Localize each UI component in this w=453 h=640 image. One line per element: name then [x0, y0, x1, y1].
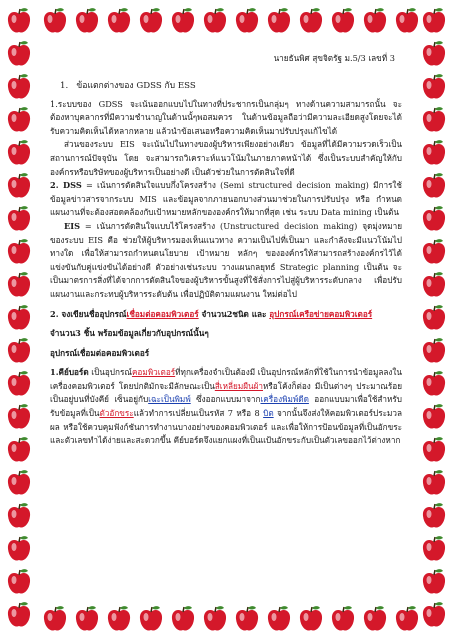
red-apple-icon — [200, 6, 230, 36]
question-1-number: 1. — [60, 81, 69, 91]
red-apple-icon — [4, 171, 34, 201]
red-apple-icon — [4, 138, 34, 168]
red-apple-icon — [296, 604, 326, 634]
red-apple-icon — [392, 604, 422, 634]
typewriter-link[interactable]: เครื่องพิมพ์ดีด — [260, 394, 309, 405]
red-apple-icon — [136, 604, 166, 634]
bit-link[interactable]: บิต — [263, 408, 274, 419]
red-apple-icon — [4, 600, 34, 630]
red-apple-icon — [4, 435, 34, 465]
red-apple-icon — [4, 534, 34, 564]
red-apple-icon — [4, 402, 34, 432]
red-apple-icon — [264, 604, 294, 634]
question-2-line2: จำนวน3 ชิ้น พร้อมข้อมูลเกี่ยวกับอุปกรณ์นั้นๆ — [50, 328, 209, 339]
gdss-paragraph: 1.ระบบของ GDSS จะเน้นออกแบบไปในทางที่ประชากรเป็นกลุ่มๆ ทางด้านความสามารถนั้น จะต้องหาบุคลากรที่มีความชำนาญในด้านนั้ๆพอสมควร ในด้านข้อมูลถือว่ามีความละเอียดสูงโดยจะได้รับความคิดเห็นได้หลากหลาย แล้วนำข้อเสนอหรือความคิดเห็นมาปรับปรุงแก้ไขได้ — [50, 98, 402, 136]
red-apple-icon — [4, 204, 34, 234]
red-apple-icon — [419, 303, 449, 333]
red-apple-icon — [360, 6, 390, 36]
red-apple-icon — [4, 237, 34, 267]
red-apple-icon — [296, 6, 326, 36]
red-apple-icon — [264, 6, 294, 36]
red-apple-icon — [4, 303, 34, 333]
red-apple-icon — [419, 6, 449, 36]
red-apple-icon — [4, 39, 34, 69]
red-apple-icon — [419, 468, 449, 498]
question-2-title: 2. จงเขียนชื่ออุปกรณ์เชื่อมต่อคอมพิวเตอร์ จำนวน2ชนิด และ อุปกรณ์เครือข่ายคอมพิวเตอร์ — [50, 308, 373, 319]
red-apple-icon — [392, 6, 422, 36]
author-line: นายธันพิศ สุขจิตรัฐ ม.5/3 เลขที่ 3 — [273, 53, 395, 63]
red-apple-icon — [4, 468, 34, 498]
red-apple-icon — [419, 336, 449, 366]
red-apple-icon — [419, 72, 449, 102]
red-apple-icon — [419, 105, 449, 135]
red-apple-icon — [419, 171, 449, 201]
eis-label: EIS — [64, 220, 80, 231]
red-apple-icon — [419, 435, 449, 465]
question-1-title — [60, 80, 402, 94]
rectangle-link[interactable]: สี่เหลี่ยมผืนผ้า — [214, 380, 264, 391]
red-apple-icon — [104, 6, 134, 36]
red-apple-icon — [40, 6, 70, 36]
typing-link[interactable]: เฉะเป็นพิมพ์ — [148, 394, 191, 405]
red-apple-icon — [4, 336, 34, 366]
red-apple-icon — [104, 604, 134, 634]
red-apple-icon — [419, 534, 449, 564]
red-apple-icon — [232, 604, 262, 634]
document-body — [50, 52, 402, 448]
red-apple-icon — [419, 39, 449, 69]
red-apple-icon — [72, 6, 102, 36]
red-apple-icon — [419, 402, 449, 432]
eis-text: = เน้นการตัดสินใจแบบไร้โครงสร้าง (Unstructured decision making) จุดมุ่งหมายของระบบ EIS คือ ช่วยให้ผู้บริหารมองเห็นแนวทาง ความเป็นไปที่เป็นมา และกำลังจะมีแนวโน้มไปทางใด เพื่อให้สามารถกำหนดนโยบาย เป้าหมาย หลักๆ ขององค์กรให้สามารถสร้างองค์กรไว้ได้แข่งขันกับคู่แข่งขันได้อย่างดี ตัวอย่างเช่นระบบ วางแผนกลยุทธ์ Strategic planning เป็นต้น จะเป็นมาตรการสิ่งที่ได้จากการตัดสินใจของผู้บริหารขั้นสูงที่ใช้สั่งการไปสู่ผู้บริหารระดับกลาง เพื่อปรับแผนงานและกระทบผู้บริหารระดับต้น เพื่อปฏิบัติตามแผนงาน ใหม่ต่อไป — [50, 220, 402, 299]
red-apple-icon — [4, 567, 34, 597]
red-apple-icon — [419, 567, 449, 597]
character-link[interactable]: ตัวอักขระ — [99, 408, 134, 419]
red-apple-icon — [328, 6, 358, 36]
red-apple-icon — [168, 6, 198, 36]
red-apple-icon — [200, 604, 230, 634]
section-connect-devices: อุปกรณ์เชื่อมต่อคอมพิวเตอร์ — [50, 347, 150, 358]
red-apple-icon — [419, 237, 449, 267]
red-apple-icon — [4, 72, 34, 102]
question-1-text: ข้อแตกต่างของ GDSS กับ ESS — [76, 81, 196, 91]
red-apple-icon — [419, 204, 449, 234]
keyboard-label: 1.คีย์บอร์ด — [50, 367, 89, 378]
dss-label: 2. DSS — [50, 180, 82, 191]
network-device-link[interactable]: อุปกรณ์เครือข่ายคอมพิวเตอร์ — [269, 308, 373, 319]
dss-text: = เน้นการตัดสินใจแบบกึ่งโครงสร้าง (Semi structured decision making) มีการใช้ข้อมูลข่าวสารจากระบบ MIS และข้อมูลจากภายนอกบางส่วนมาช่วยในการปรับปรุง หรือ กำหนดแผนงานที่จะต้องสอดคล้องกับเป้าหมายหลักขององค์กรให้มากที่สุด เช่น ระบบ Data mining เป็นต้น — [50, 180, 402, 218]
red-apple-icon — [4, 105, 34, 135]
red-apple-icon — [4, 6, 34, 36]
red-apple-icon — [168, 604, 198, 634]
red-apple-icon — [4, 501, 34, 531]
red-apple-icon — [360, 604, 390, 634]
red-apple-icon — [419, 138, 449, 168]
red-apple-icon — [419, 600, 449, 630]
connect-device-link[interactable]: เชื่อมต่อคอมพิวเตอร์ — [126, 308, 199, 319]
red-apple-icon — [4, 270, 34, 300]
red-apple-icon — [419, 270, 449, 300]
red-apple-icon — [419, 501, 449, 531]
red-apple-icon — [232, 6, 262, 36]
dss-paragraph — [50, 179, 402, 220]
red-apple-icon — [328, 604, 358, 634]
red-apple-icon — [72, 604, 102, 634]
keyboard-paragraph: 1.คีย์บอร์ด เป็นอุปกรณ์คอมพิวเตอร์ที่ทุกเครื่องจำเป็นต้องมี เป็นอุปกรณ์หลักที่ใช้ในการนำข้อมูลลงในเครื่องคอมพิวเตอร์ โดยปกติมักจะมีลักษณะเป็นสี่เหลี่ยมผืนผ้าหรือโค้งก็ต่อง มีเป็นต่างๆ ประมาณร้อยเป็นอยู่บนที่บังคีย์ เซ็นอยู่กับเฉะเป็นพิมพ์ ซึ่งออกแบบมาจากเครื่องพิมพ์ดีด ออกแบบมาเพื่อใช้สำหรับรับข้อมูลที่เป็นตัวอักขระแล้วทำการเปลี่ยนเป็นรหัส 7 หรือ 8 บิต จากนั้นจึงส่งให้คอมพิวเตอร์ประมวลผล หรือใช้ควบคุมฟังก์ชันการทำงานบางอย่างของคอมพิวเตอร์ และเพื่อให้การป้อนข้อมูลที่เป็นอักขระและตัวเลขทำได้ง่ายและสะดวกขึ้น คีย์บอร์ดจึงแยกแผงที่เป็นแป้นอักขระกับเป็นตัวเลขออกไว้ต่างหาก — [50, 367, 403, 446]
computer-link[interactable]: คอมพิวเตอร์ — [131, 367, 176, 378]
eis-definition-paragraph — [50, 220, 402, 302]
red-apple-icon — [4, 369, 34, 399]
red-apple-icon — [419, 369, 449, 399]
red-apple-icon — [136, 6, 166, 36]
red-apple-icon — [40, 604, 70, 634]
eis-paragraph: ส่วนของระบบ EIS จะเน้นไปในทางของผู้บริหารเพียงอย่างเดียว ข้อมูลที่ได้มีความรวดเร็วเป็นสถานการณ์ปัจจุบัน โดย จะสามารถวิเคราะห์แนวโน้มในภายภาคหน้าได้ ซึ่งเป็นระบบสำคัญให้กับองค์กรหรือบริษัทของผู้บริหารเป็นอย่างดี เป็นตัวช่วยในการตัดสินใจที่ดี — [50, 139, 402, 177]
